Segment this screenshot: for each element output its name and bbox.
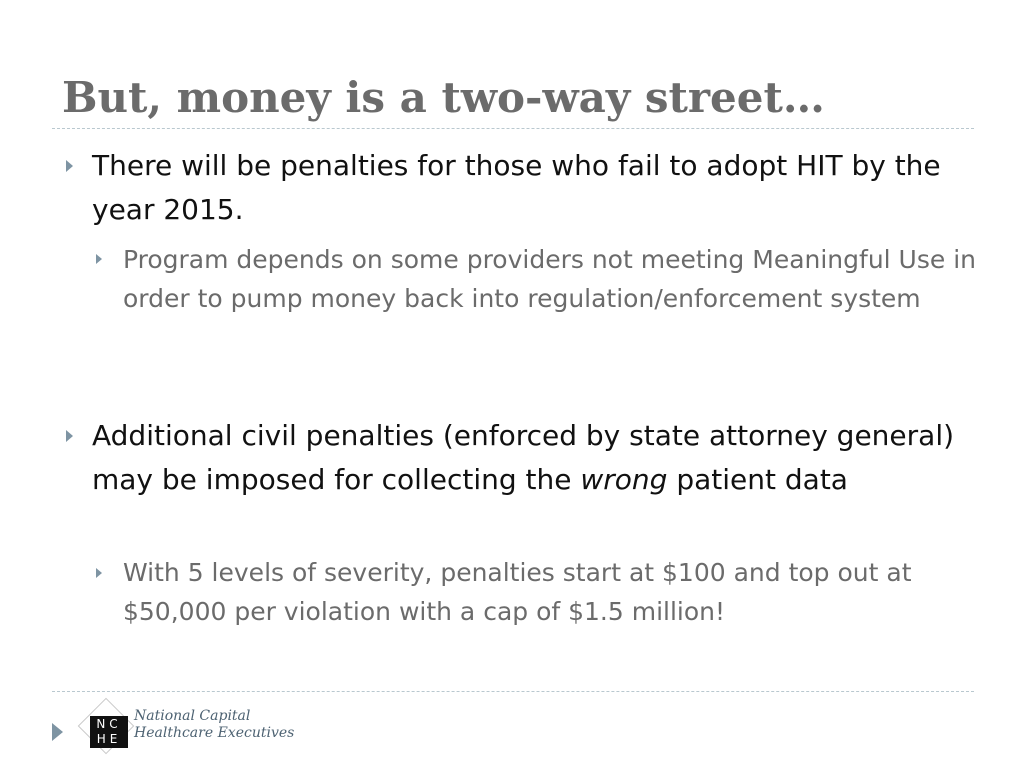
sub-bullet-arrow-icon	[96, 254, 102, 264]
footer-arrow-icon	[52, 723, 63, 741]
sub-bullet-arrow-icon	[96, 568, 102, 578]
bullet-2-text	[92, 414, 982, 502]
bullet-2-emphasis: wrong	[580, 463, 668, 496]
bullet-2-text-start: Additional civil penalties (enforced by state attorney general) may be imposed for collecting the	[92, 419, 955, 496]
bullet-1-text: There will be penalties for those who fail to adopt HIT by the year 2015.	[92, 149, 941, 226]
logo-mark	[90, 716, 128, 748]
slide-title: But, money is a two-way street…	[62, 73, 825, 122]
footer-divider	[52, 691, 974, 692]
org-name-line-2: Healthcare Executives	[134, 725, 295, 741]
bullet-2-sub-text: With 5 levels of severity, penalties start at $100 and top out at $50,000 per violation with a cap of $1.5 million!	[123, 558, 912, 626]
bullet-arrow-icon	[66, 160, 73, 172]
bullet-2-text-end: patient data	[667, 463, 848, 496]
title-divider	[52, 128, 974, 129]
logo-initials-bottom: HE	[96, 732, 122, 746]
org-name-line-1: National Capital	[134, 708, 251, 724]
bullet-arrow-icon	[66, 430, 73, 442]
logo-initials-top: NC	[96, 717, 122, 731]
org-name	[134, 708, 294, 742]
bullet-1-sub-text: Program depends on some providers not meeting Meaningful Use in order to pump money back into regulation/enforcement system	[123, 245, 977, 313]
